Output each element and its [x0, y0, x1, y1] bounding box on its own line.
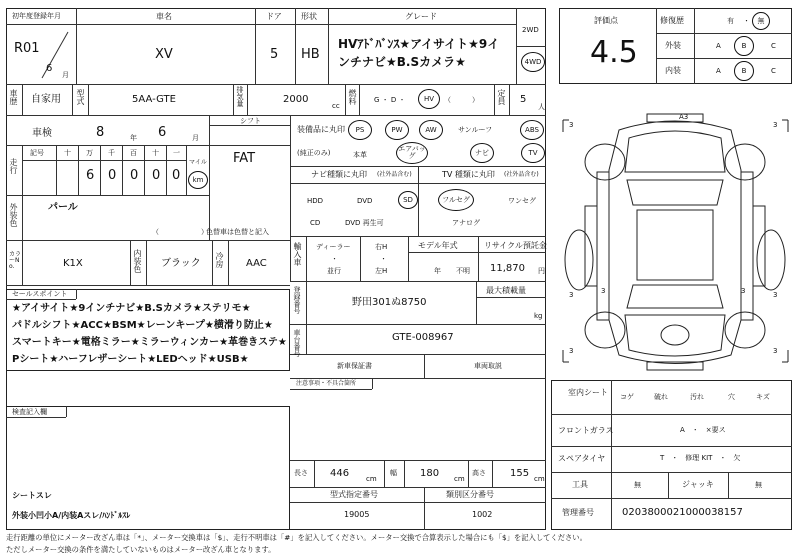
grade-line1: HVｱﾄﾞﾊﾞﾝｽ★アイサイト★9イ	[338, 37, 500, 51]
class-no-label: 類別区分番号	[446, 490, 494, 499]
inspection-label: 車検	[32, 128, 52, 139]
seat-opt-4: キズ	[756, 393, 770, 401]
sales-points-label: セールスポイント	[12, 290, 68, 298]
digit-label-2: 千	[108, 149, 115, 157]
model-value: 5AA-GTE	[132, 94, 176, 105]
interior-color-value: ブラック	[161, 258, 201, 269]
shift-value: FAT	[233, 151, 256, 166]
model-label: 型式	[76, 89, 85, 105]
shape-label: 形状	[301, 12, 317, 21]
door-label: ドア	[266, 12, 282, 21]
equip-leather: 本革	[353, 151, 367, 159]
inspection-month: 6	[158, 125, 167, 140]
int-grade-b-circled: B	[734, 61, 754, 81]
model-year-unit: 年	[434, 267, 441, 275]
seat-label: 室内シート	[568, 388, 608, 397]
equip-aw-circled: AW	[419, 120, 443, 140]
recycle-value: 11,870	[490, 263, 525, 274]
shape: HB	[301, 47, 320, 62]
navi-type-note: (社外品含む)	[377, 171, 412, 178]
tools-value: 無	[634, 481, 641, 489]
first-reg-label: 初年度登録年月	[12, 12, 61, 20]
ext-color-value: パール	[48, 202, 78, 213]
equip-sunroof: サンルーフ	[458, 126, 493, 134]
inspection-year-unit: 年	[130, 134, 137, 142]
model-year-label: モデル年式	[418, 241, 458, 250]
ext-color-paren: （ ）	[152, 228, 208, 236]
mileage-label: 走行	[9, 158, 18, 174]
ext-grade-a: A	[716, 42, 721, 50]
repair-sep: ・	[743, 17, 750, 25]
equip-abs-circled: ABS	[520, 120, 544, 140]
tire-mark-3: 3	[569, 291, 574, 299]
tools-label: 工具	[572, 480, 588, 489]
height-label: 高さ	[472, 469, 486, 477]
glass-value: A ・ ×要ス	[680, 426, 726, 434]
color-no: K1X	[63, 258, 83, 269]
digit-label-0: 十	[64, 149, 71, 157]
mileage-digit-3: 0	[130, 168, 139, 183]
sales-line-2: パドルシフト★ACC★BSM★レーンキープ★横滑り防止★	[12, 320, 273, 331]
import-lh: 左H	[375, 267, 388, 275]
tire-mark-2: 3	[773, 121, 778, 129]
capacity-unit: 人	[538, 103, 545, 111]
height-value: 155	[510, 468, 530, 479]
seat-opt-3: 穴	[728, 393, 735, 401]
registration-label: 登録番号	[293, 286, 301, 314]
equip-pw-circled: PW	[385, 120, 409, 140]
ext-color-note: 色替車は色替と記入	[206, 228, 269, 236]
sales-line-3: スマートキー★電格ミラー★ミラーウィンカー★革巻きステ★	[12, 337, 287, 348]
manage-label: 管理番号	[562, 508, 594, 517]
fuel-paren: （ ）	[444, 96, 479, 104]
car-name: XV	[155, 47, 173, 62]
digit-label-3: 百	[130, 149, 137, 157]
footer-line-2: ただしメーター交換の条件を満たしていないものはメーター改ざん車となります。	[6, 545, 276, 554]
width-unit: cm	[454, 475, 465, 483]
drive-2wd: 2WD	[522, 26, 539, 34]
seat-opt-1: 破れ	[654, 393, 668, 401]
glass-label: フロントガラス	[558, 426, 614, 435]
tv-oneseg: ワンセグ	[508, 197, 536, 205]
usage-value: 自家用	[31, 94, 61, 105]
month-unit: 月	[62, 71, 69, 79]
tire-mark-7: 3	[601, 287, 606, 295]
navi-type-label: ナビ種類に丸印	[311, 170, 367, 179]
tv-analog: アナログ	[452, 219, 480, 227]
tire-mark-1: 3	[569, 121, 574, 129]
repair-yes: 有	[727, 17, 734, 25]
inspection-year: 8	[96, 125, 105, 140]
import-dealer: ディーラー	[316, 243, 351, 251]
int-grade-a: A	[716, 67, 721, 75]
equip-tv-circled: TV	[521, 143, 545, 163]
displacement-value: 2000	[283, 94, 309, 105]
inspector-line-1: シートスレ	[12, 491, 52, 500]
kg-unit: kg	[534, 312, 543, 320]
mileage-digit-2: 0	[108, 168, 117, 183]
usage-label: 車歴	[9, 89, 18, 105]
width-value: 180	[420, 468, 440, 479]
inspector-line-2: 外装小凹小A/内装Aスレ/ﾊﾝﾄﾞﾙｽﾚ	[12, 511, 131, 520]
jack-label: ジャッキ	[682, 480, 714, 489]
navi-dvd-play: DVD 再生可	[345, 219, 384, 227]
spare-value: T ・ 修理 KIT ・ 欠	[660, 454, 741, 462]
jack-value: 無	[755, 481, 762, 489]
recycle-unit: 円	[538, 267, 545, 275]
seat-opt-2: 汚れ	[690, 393, 704, 401]
sales-line-1: ★アイサイト★9インチナビ★B.Sカメラ★ステリモ★	[12, 303, 251, 314]
height-unit: cm	[534, 475, 545, 483]
equipment-sublabel: (純正のみ)	[297, 149, 331, 157]
chassis-value: GTE-008967	[392, 332, 454, 343]
fuel-label: 燃料	[348, 89, 357, 105]
registration-value: 野田301ぬ8750	[352, 297, 427, 308]
repair-no-circled: 無	[752, 12, 770, 30]
manage-value: 0203800021000038157	[622, 507, 743, 518]
inspection-month-unit: 月	[192, 134, 199, 142]
navi-dvd: DVD	[357, 197, 373, 205]
cc-unit: cc	[332, 102, 340, 110]
type-no-value: 19005	[344, 510, 370, 519]
grade-line2: ンチナビ★B.Sカメラ★	[338, 55, 466, 69]
interior-color-label: 内装色	[133, 249, 142, 273]
navi-sd-circled: SD	[398, 191, 418, 209]
km-circled: km	[188, 171, 208, 189]
tire-mark-6: 3	[773, 347, 778, 355]
mileage-digit-5: 0	[172, 168, 181, 183]
inspector-label: 検査記入欄	[12, 408, 47, 416]
tv-type-note: (社外品含む)	[504, 171, 539, 178]
car-damage-diagram	[559, 110, 792, 375]
capacity-value: 5	[520, 94, 527, 105]
score-label: 評価点	[594, 16, 618, 25]
doors: 5	[270, 47, 279, 62]
digit-label-4: 十	[152, 149, 159, 157]
seat-opt-0: コゲ	[620, 393, 634, 401]
ext-grade-c: C	[771, 42, 776, 50]
type-no-label: 型式指定番号	[330, 490, 378, 499]
equip-navi-circled: ナビ	[470, 143, 494, 163]
length-label: 長さ	[294, 469, 308, 477]
caution-label: 注意事項・不具合箇所	[296, 380, 357, 387]
tire-mark-4: 3	[773, 291, 778, 299]
width-label: 幅	[390, 469, 397, 477]
interior-grade-label: 内装	[665, 66, 681, 75]
ext-grade-b-circled: B	[734, 36, 754, 56]
digit-label-5: 一	[173, 149, 180, 157]
import-rh: 右H	[375, 243, 388, 251]
ac-value: AAC	[246, 258, 267, 269]
recycle-label: リサイクル預託金	[484, 241, 547, 250]
vehicle-manual: 車両取説	[474, 362, 502, 370]
grade-label: グレード	[405, 12, 437, 21]
sales-line-4: Pシート★ハーフレザーシート★LEDヘッド★USB★	[12, 354, 249, 365]
class-no-value: 1002	[472, 510, 493, 519]
int-grade-c: C	[771, 67, 776, 75]
first-reg-year: R01	[14, 41, 40, 56]
import-parallel: 並行	[327, 267, 341, 275]
new-warranty: 新車保証書	[337, 362, 372, 370]
car-outline	[559, 110, 792, 375]
ac-label: 冷房	[215, 252, 224, 268]
exterior-grade-label: 外装	[665, 41, 681, 50]
tire-mark-8: 3	[741, 287, 746, 295]
tv-fullseg-circled: フルセグ	[438, 189, 474, 211]
shift-label: シフト	[240, 117, 261, 125]
footer-line-1: 走行距離の単位にメーター改ざん車は「*」、メーター交換車は「$」、走行不明車は「#」を記入してください。メーター交換で合算表示した場合にも「$」を記入してください。	[6, 533, 587, 542]
navi-hdd: HDD	[307, 197, 324, 205]
drive-4wd-circled: 4WD	[521, 52, 545, 72]
equip-airbag-circled: エアバッグ	[396, 142, 428, 164]
repair-label: 修復歴	[660, 16, 684, 25]
model-year-unknown: 不明	[456, 267, 470, 275]
mileage-digit-1: 6	[86, 168, 95, 183]
length-value: 446	[330, 468, 350, 479]
chassis-label: 車台番号	[293, 329, 301, 357]
car-name-label: 車名	[156, 12, 172, 21]
damage-code-a3: A3	[679, 113, 689, 121]
score-value: 4.5	[590, 35, 638, 70]
length-unit: cm	[366, 475, 377, 483]
import-dot2: ・	[380, 255, 387, 263]
import-dot: ・	[331, 255, 338, 263]
equipment-label: 装備品に丸印	[297, 125, 345, 134]
navi-cd: CD	[310, 219, 321, 227]
import-label: 輸入車	[293, 242, 302, 266]
first-reg-month: 6	[46, 63, 53, 74]
max-load-label: 最大積載量	[486, 286, 526, 295]
mile-label: マイル	[189, 159, 207, 166]
ext-color-label: 外装色	[9, 203, 18, 227]
mileage-digit-4: 0	[152, 168, 161, 183]
fuel-options: G ・ D ・	[374, 96, 406, 104]
digit-label-1: 万	[86, 149, 93, 157]
tv-type-label: TV 種類に丸印	[442, 170, 495, 179]
tire-mark-5: 3	[569, 347, 574, 355]
spare-label: スペアタイヤ	[558, 454, 606, 463]
fuel-hv-circled: HV	[418, 89, 440, 109]
color-no-label: カラーNo.	[9, 251, 22, 270]
displacement-label: 排気量	[236, 86, 244, 107]
mileage-symbol-label: 記号	[30, 149, 44, 157]
equip-ps-circled: PS	[348, 120, 372, 140]
capacity-label: 定員	[497, 89, 506, 105]
